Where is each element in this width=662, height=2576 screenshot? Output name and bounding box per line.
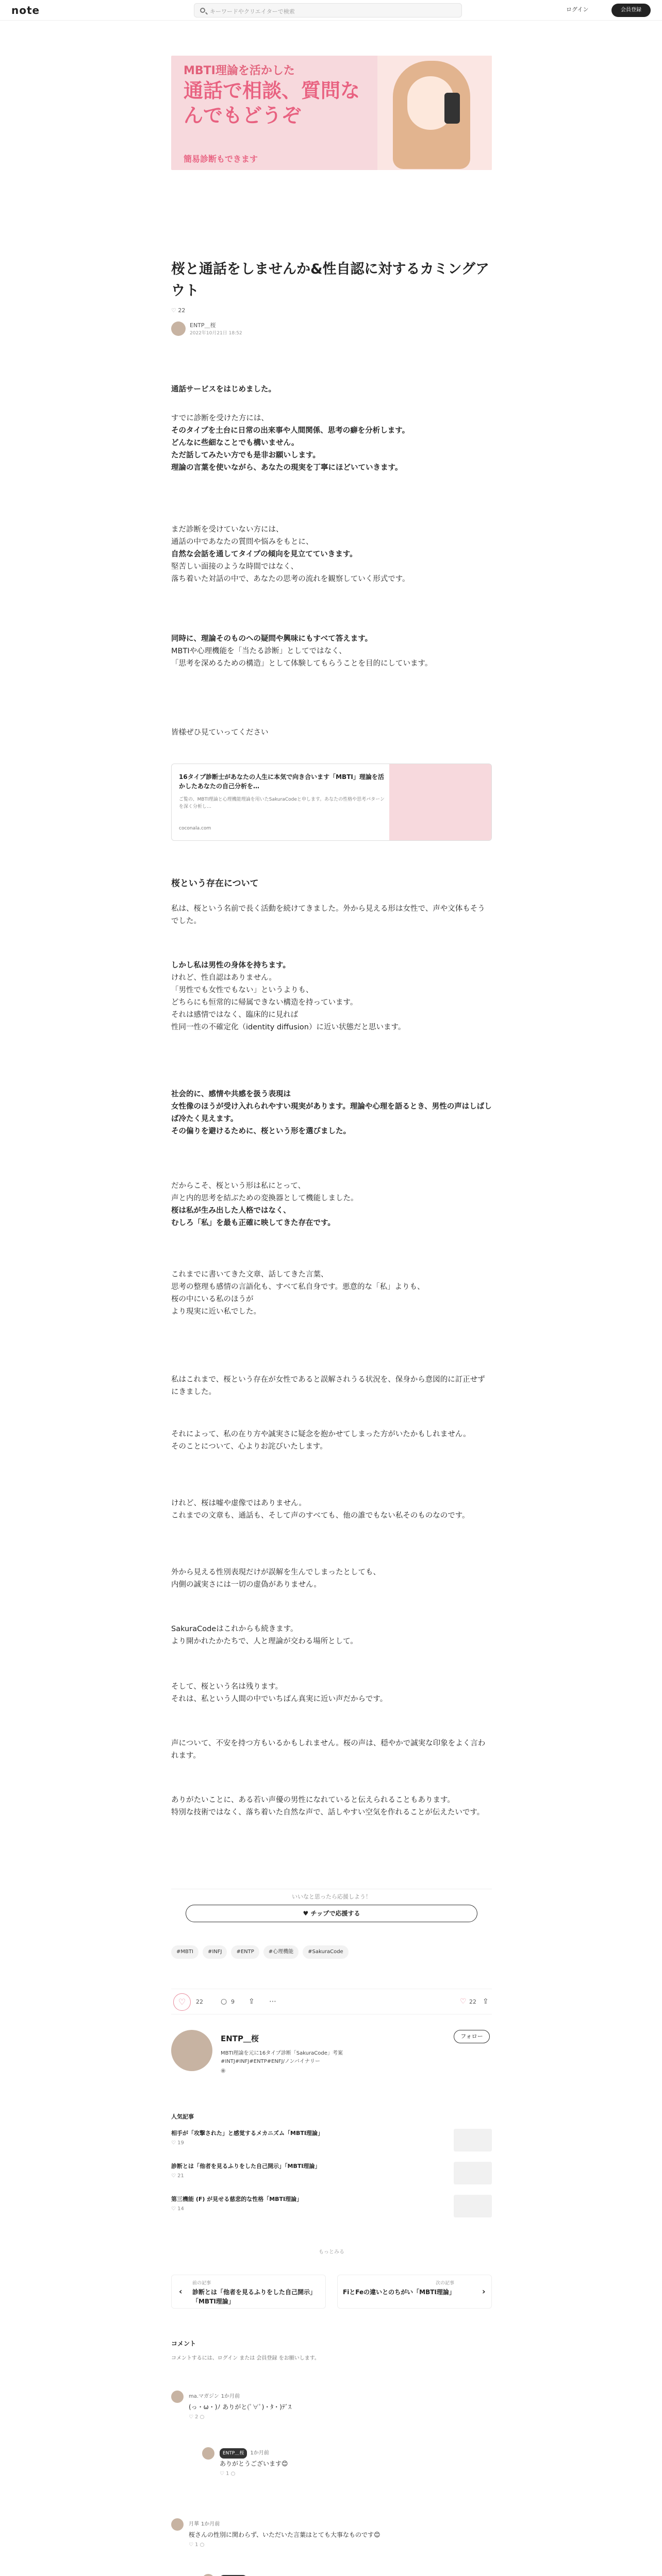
paragraph: 同時に、理論そのものへの疑問や興味にもすべて答えます。 MBTIや心理機能を「当たる診断」としてではなく、 「思考を深めるための構造」として体験してもらうことを目的にしています。 <box>171 635 433 668</box>
tag-list <box>171 1945 492 1960</box>
paragraph: けれど、桜は嘘や虚像ではありません。 これまでの文章も、通話も、そして声のすべても、他の誰でもない私そのものなのです。 <box>171 1499 470 1520</box>
support-question: いいなと思ったら応援しよう！ <box>292 1893 371 1900</box>
chevron-left-icon: ‹ <box>179 2286 183 2296</box>
comments-heading: コメント <box>171 2340 196 2347</box>
profile-name[interactable]: ENTP＿桜 <box>221 2034 259 2043</box>
profile-sub: #INTJ#INFJ#ENTP#ENFJ/ノンバイナリー <box>221 2059 320 2064</box>
hero-illustration <box>377 56 492 170</box>
signup-button[interactable]: 会員登録 <box>611 4 651 17</box>
tag[interactable]: #心理機能 <box>263 1945 299 1959</box>
paragraph: ありがたいことに、ある若い声優の男性になれていると伝えられることもあります。 特別な技術ではなく、落ち着いた自然な声で、話しやすい空気を作れることが伝えたいです。 <box>171 1796 485 1817</box>
like-count: 22 <box>196 1998 203 2005</box>
tip-icon: ♥ <box>303 1910 311 1917</box>
note-logo[interactable]: note <box>11 4 40 16</box>
external-link-card[interactable] <box>171 764 492 841</box>
tag[interactable]: #ENTP <box>231 1945 259 1959</box>
like-button[interactable]: ♡ <box>173 1993 191 2011</box>
paragraph: SakuraCodeはこれからも続きます。 より開かれたかたちで、人と理論が交わる場所として。 <box>171 1625 358 1646</box>
popular-item[interactable]: 診断とは「他者を見るふりをした自己開示」「MBTI理論」 ♡ 21 <box>171 2162 492 2185</box>
login-link[interactable]: ログイン <box>566 6 589 13</box>
paragraph: 皆様ぜひ見ていってください <box>171 728 269 737</box>
paragraph: 社会的に、感情や共感を扱う表現は 女性像のほうが受け入れられやすい現実があります。理論や心理を語るとき、男性の声はしばしば冷たく見えます。 その偏りを避けるために、桜という形を選びました。 <box>171 1090 492 1136</box>
popular-thumbnail <box>454 2162 492 2184</box>
profile-avatar[interactable] <box>171 2030 212 2071</box>
comment-icon[interactable]: ○ <box>221 1997 227 2006</box>
follow-button[interactable]: フォロー <box>454 2030 490 2043</box>
popular-thumbnail <box>454 2195 492 2217</box>
article-pagination <box>171 2275 492 2311</box>
paragraph: すでに診断を受けた方には、 そのタイプを土台に日常の出来事や人間関係、思考の癖を分析します。 どんなに些細なことでも構いません。 ただ話してみたい方でも是非お願いします。 理論の言葉を使いながら、あなたの現実を丁寧にほどいていきます。 <box>171 414 410 472</box>
profile-bio: MBTI理論を元に16タイプ診断「SakuraCode」考案 <box>221 2050 343 2056</box>
site-header <box>0 0 662 21</box>
more-icon[interactable]: ⋯ <box>269 1997 276 2006</box>
link-card-thumbnail <box>389 764 492 841</box>
like-icon-small[interactable]: ♡ <box>460 1997 467 2006</box>
rss-icon[interactable]: ◉ <box>221 2067 226 2074</box>
article-likes: ♡ 22 <box>171 307 186 314</box>
paragraph: 声について、不安を持つ方もいるかもしれません。桜の声は、穏やかで誠実な印象をよく言われます。 <box>171 1739 486 1760</box>
hero-line3: 簡易診断もできます <box>184 154 258 164</box>
hero-line1: MBTI理論を活かした <box>184 64 295 77</box>
popular-item[interactable]: 相手が「攻撃された」と感覚するメカニズム「MBTI理論」 ♡ 19 <box>171 2129 492 2153</box>
link-card-url: coconala.com <box>179 826 211 831</box>
heart-icon[interactable]: ♡ <box>171 307 176 314</box>
more-link[interactable]: もっとみる <box>319 2249 344 2255</box>
paragraph: これまでに書いてきた文章、話してきた言葉、 思考の整理も感情の言語化も、すべて私自身です。悪意的な「私」よりも、 桜の中にいる私のほうが より現実に近い私でした。 <box>171 1270 425 1316</box>
tag[interactable]: #SakuraCode <box>303 1945 349 1959</box>
paragraph: それによって、私の在り方や誠実さに疑念を抱かせてしまった方がいたかもしれません。 そのことについて、心よりお詫びいたします。 <box>171 1430 471 1451</box>
popular-item[interactable]: 第三機能 (F) が見せる慈悲的な性格「MBTI理論」 ♡ 14 <box>171 2195 492 2218</box>
search-placeholder: キーワードやクリエイターで検索 <box>210 8 295 15</box>
share-icon[interactable]: ⇪ <box>249 1997 255 2006</box>
comments-login-note: コメントするには、ログイン または 会員登録 をお願いします。 <box>171 2355 320 2361</box>
tag[interactable]: #INFJ <box>203 1945 227 1959</box>
link-card-description: ご覧の、MBTI理論と心理機能理論を用いたSakuraCodeと申します。あなたの性格や思考パターンを深く分析し… <box>179 797 385 809</box>
paragraph: 通話サービスをはじめました。 <box>171 385 276 394</box>
action-bar <box>171 1989 492 2014</box>
author-avatar[interactable] <box>171 321 186 336</box>
hero-banner <box>171 56 492 170</box>
publish-date: 2022年10月21日 18:52 <box>190 331 242 336</box>
paragraph: そして、桜という名は残ります。 それは、私という人間の中でいちばん真実に近い声だからです。 <box>171 1683 388 1703</box>
search-icon <box>200 8 205 13</box>
article-title: 桜と通話をしませんか&性自認に対するカミングアウト <box>171 261 490 299</box>
like-count-small: 22 <box>469 1998 476 2005</box>
author-name[interactable]: ENTP＿桜 <box>190 322 216 329</box>
paragraph: 私はこれまで、桜という存在が女性であると誤解されうる状況を、保身から意図的に訂正せずにきました。 <box>171 1376 485 1396</box>
paragraph: しかし私は男性の身体を持ちます。 けれど、性自認はありません。 「男性でも女性でもない」というよりも、 どちらにも恒常的に帰属できない構造を持っています。 それは感情ではなく、臨床的に見れば 性同一性の不確定化（identity diffusion）に近い状態だと思います。 <box>171 961 406 1031</box>
popular-heading: 人気記事 <box>171 2113 194 2120</box>
section-heading: 桜という存在について <box>171 878 259 889</box>
paragraph: まだ診断を受けていない方には、 通話の中であなたの質問や悩みをもとに、 自然な会話を通してタイプの傾向を見立てていきます。 堅苦しい面接のような時間ではなく、 落ち着いた対話の中で、あなたの思考の流れを観察していく形式です。 <box>171 526 410 583</box>
popular-thumbnail <box>454 2129 492 2151</box>
search-input[interactable] <box>194 3 462 18</box>
support-box <box>171 1889 492 1934</box>
paragraph: 私は、桜という名前で長く活動を続けてきました。外から見える形は女性で、声や文体もそうでした。 <box>171 905 485 925</box>
chevron-right-icon: › <box>482 2286 486 2296</box>
paragraph: 外から見える性別表現だけが誤解を生んでしまったとしても、 内側の誠実さには一切の虚偽がありません。 <box>171 1568 380 1589</box>
tag[interactable]: #MBTI <box>171 1945 198 1959</box>
prev-article[interactable]: 前の記事 診断とは「他者を見るふりをした自己開示」「MBTI理論」 ‹ <box>171 2275 326 2309</box>
paragraph: だからこそ、桜という形は私にとって、 声と内的思考を結ぶための変換器として機能しました。 桜は私が生み出した人格ではなく、 むしろ「私」を最も正確に映してきた存在です。 <box>171 1182 358 1227</box>
link-card-title: 16タイプ診断士があなたの人生に本気で向き合います「MBTI」理論を活かしたあなたの自己分析を… <box>179 773 384 790</box>
author-profile <box>171 2030 492 2107</box>
next-article[interactable]: 次の記事 FiとFeの違いとのちがい「MBTI理論」 › <box>337 2275 492 2309</box>
share-icon-small[interactable]: ⇪ <box>483 1997 489 2006</box>
tip-button[interactable]: ♥ チップで応援する <box>186 1905 477 1922</box>
hero-line2: 通話で相談、質問なんでもどうぞ <box>184 79 360 127</box>
comment-count: 9 <box>231 1998 235 2005</box>
